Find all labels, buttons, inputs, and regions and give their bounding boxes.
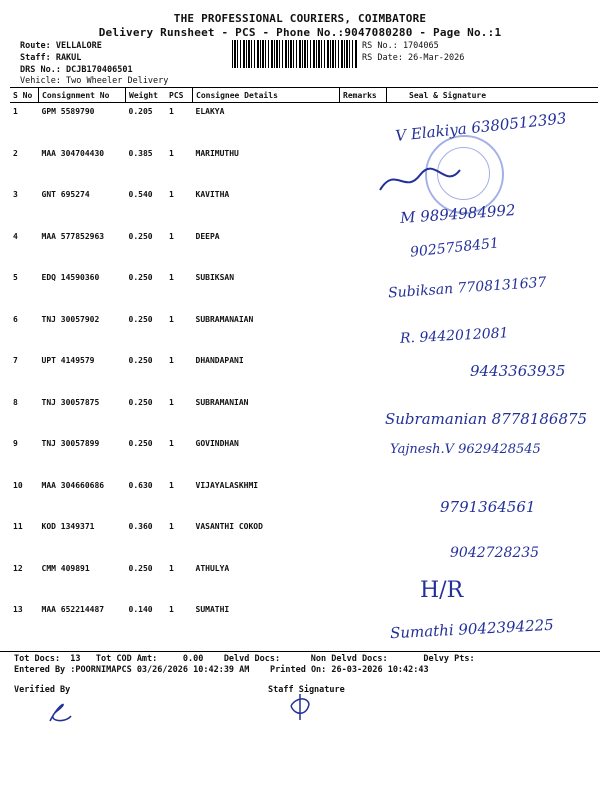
consignee: DEEPA: [195, 231, 220, 241]
pcs: 1: [169, 397, 174, 407]
pcs: 1: [169, 107, 174, 116]
pcs: 1: [169, 231, 174, 241]
consignment-no: KOD 1349371: [41, 522, 95, 531]
signature-4: M 9894984992: [399, 200, 517, 228]
consignee: DHANDAPANI: [195, 356, 244, 365]
consignment-no: GNT 695274: [41, 190, 90, 199]
staff-signature-label: Staff Signature: [268, 685, 345, 695]
signature-9: Subramanian 8778186875: [385, 410, 588, 428]
consignee: SUBRAMANAIAN: [195, 314, 254, 324]
rs-number: RS No.: 1704065: [362, 41, 439, 51]
weight: 0.205: [128, 107, 153, 116]
weight: 0.140: [128, 605, 153, 614]
consignee: SUMATHI: [195, 605, 230, 614]
sno: 10: [13, 480, 23, 490]
col-sno: S No: [10, 88, 39, 103]
consignment-no: MAA 652214487: [41, 605, 105, 614]
consignee: ELAKYA: [195, 107, 225, 116]
consignment-no: UPT 4149579: [41, 356, 95, 365]
totals: Tot Docs: 13 Tot COD Amt: 0.00 Delvd Docs: Non Delvd Docs: Delvy Pts:: [14, 654, 475, 664]
table-row: [10, 228, 598, 270]
verified-signature: [45, 696, 75, 726]
drs-number: DRS No.: DCJB170406501: [20, 65, 133, 75]
consignee: ATHULYA: [195, 563, 230, 573]
sno: 3: [13, 190, 18, 199]
signature-6: Subiksan 7708131637: [387, 274, 547, 302]
signature-13: Sumathi 9042394225: [389, 615, 555, 643]
table-row: [10, 560, 598, 602]
weight: 0.630: [128, 480, 153, 490]
sno: 5: [13, 273, 18, 282]
weight: 0.540: [128, 190, 153, 199]
sno: 8: [13, 397, 18, 407]
pcs: 1: [169, 563, 174, 573]
weight: 0.250: [128, 273, 153, 282]
barcode: [232, 40, 358, 68]
table-row: [10, 145, 598, 187]
col-weight: Weight: [126, 88, 167, 103]
col-remarks: Remarks: [340, 88, 387, 103]
weight: 0.250: [128, 397, 153, 407]
consignee: GOVINDHAN: [195, 439, 239, 448]
consignee: VIJAYALASKHMI: [195, 480, 259, 490]
consignment-no: MAA 304704430: [41, 148, 105, 158]
pcs: 1: [169, 190, 174, 199]
consignee: VASANTHI COKOD: [195, 522, 263, 531]
consignment-no: MAA 304660686: [41, 480, 105, 490]
sno: 11: [13, 522, 23, 531]
col-signature: Seal & Signature: [387, 88, 599, 103]
pcs: 1: [169, 356, 174, 365]
signature-2: [375, 160, 465, 200]
sno: 7: [13, 356, 18, 365]
pcs: 1: [169, 522, 174, 531]
pcs: 1: [169, 480, 174, 490]
route: Route: VELLALORE: [20, 41, 102, 51]
signature-10: Yajnesh.V 9629428545: [390, 442, 541, 457]
weight: 0.250: [128, 314, 153, 324]
staff: Staff: RAKUL: [20, 53, 82, 63]
printed-on: Printed On: 26-03-2026 10:42:43: [270, 665, 429, 675]
sno: 6: [13, 314, 18, 324]
consignee: KAVITHA: [195, 190, 230, 199]
consignment-no: CMM 409891: [41, 563, 90, 573]
consignee: SUBIKSAN: [195, 273, 235, 282]
consignment-no: TNJ 30057902: [41, 314, 100, 324]
signature-11: 9791364561: [440, 498, 536, 516]
col-pcs: PCS: [166, 88, 193, 103]
vehicle: Vehicle: Two Wheeler Delivery: [20, 76, 169, 86]
signature-5: 9025758451: [409, 235, 500, 261]
runsheet-title: Delivery Runsheet - PCS - Phone No.:9047080280 - Page No.:1: [98, 26, 502, 39]
entered-by: Entered By :POORNIMAPCS 03/26/2026 10:42:39 AM: [14, 665, 250, 675]
weight: 0.250: [128, 563, 153, 573]
col-consignee: Consignee Details: [193, 88, 340, 103]
consignment-no: MAA 577852963: [41, 231, 105, 241]
consignment-no: TNJ 30057875: [41, 397, 100, 407]
pcs: 1: [169, 314, 174, 324]
sno: 9: [13, 439, 18, 448]
col-consignment: Consignment No: [39, 88, 126, 103]
pcs: 1: [169, 148, 174, 158]
weight: 0.385: [128, 148, 153, 158]
weight: 0.250: [128, 356, 153, 365]
pcs: 1: [169, 439, 174, 448]
signature-12: 9042728235: [450, 545, 540, 561]
sno: 13: [13, 605, 23, 614]
consignee: MARIMUTHU: [195, 148, 239, 158]
consignee: SUBRAMANIAN: [195, 397, 249, 407]
consignment-no: TNJ 30057899: [41, 439, 100, 448]
signature-8: 9443363935: [470, 362, 566, 380]
weight: 0.250: [128, 231, 153, 241]
rs-date: RS Date: 26-Mar-2026: [362, 53, 465, 63]
sno: 1: [13, 107, 18, 116]
company-title: THE PROFESSIONAL COURIERS, COIMBATORE: [173, 12, 427, 25]
sno: 12: [13, 563, 23, 573]
staff-signature: [285, 692, 315, 722]
consignment-no: GPM 5589790: [41, 107, 95, 116]
verified-by-label: Verified By: [14, 685, 71, 695]
weight: 0.250: [128, 439, 153, 448]
consignment-no: EDQ 14590360: [41, 273, 100, 282]
signature-hr: H/R: [420, 578, 464, 603]
weight: 0.360: [128, 522, 153, 531]
signature-1: V Elakiya 6380512393: [394, 109, 568, 145]
table-row: [10, 311, 598, 353]
sno: 2: [13, 148, 18, 158]
sno: 4: [13, 231, 18, 241]
pcs: 1: [169, 273, 174, 282]
signature-7: R. 9442012081: [399, 325, 509, 347]
pcs: 1: [169, 605, 174, 614]
